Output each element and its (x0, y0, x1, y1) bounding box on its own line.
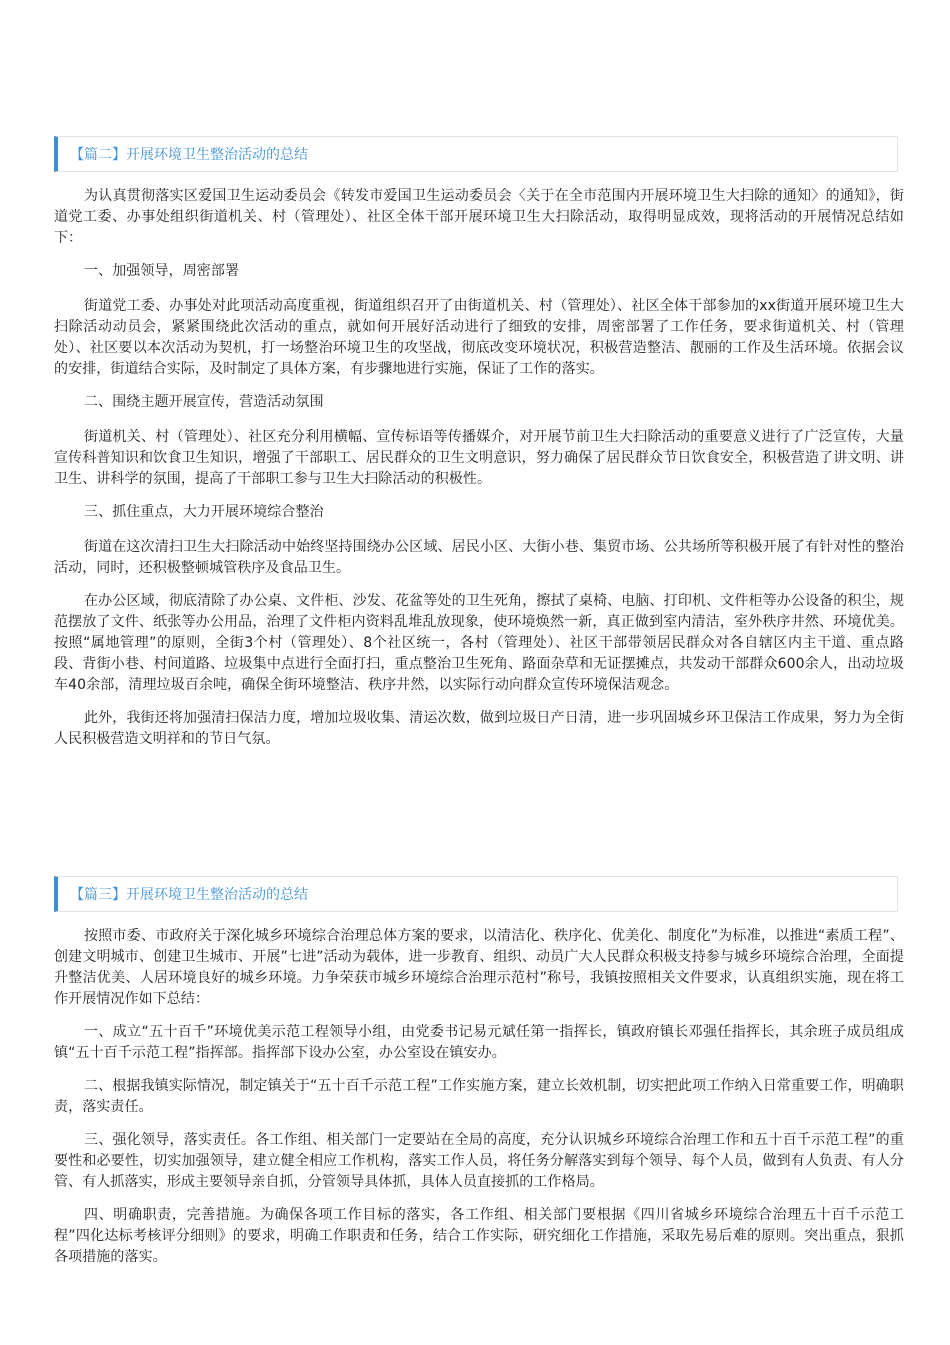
paragraph-subheading: 一、加强领导，周密部署 (84, 263, 240, 279)
section-heading: 【篇三】开展环境卫生整治活动的总结 (70, 887, 308, 903)
paragraph-subheading: 二、围绕主题开展宣传，营造活动氛围 (84, 394, 324, 410)
paragraph: 街道在这次清扫卫生大扫除活动中始终坚持围绕办公区域、居民小区、大街小巷、集贸市场、公共场所等积极开展了有针对性的整治活动，同时，还积极整顿城管秩序及食品卫生。 (54, 539, 904, 576)
section-pian-san (54, 876, 904, 1280)
paragraph-subheading: 三、抓住重点，大力开展环境综合整治 (84, 504, 324, 520)
paragraph: 按照市委、市政府关于深化城乡环境综合治理总体方案的要求，以清洁化、秩序化、优美化、制度化”为标准，以推进“素质工程”、创建文明城市、创建卫生城市、开展”七进”活动为载体，进一步教育、组织、动员广大人民群众积极支持参与城乡环境综合治理，全面提升整洁优美、人居环境良好的城乡环境。力争荣获市城乡环境综合治理示范村”称号，我镇按照相关文件要求，认真组织实施，现在将工作开展情况作如下总结： (54, 928, 904, 1007)
section-heading-bar (54, 876, 898, 912)
paragraph: 此外，我街还将加强清扫保洁力度，增加垃圾收集、清运次数，做到垃圾日产日清，进一步巩固城乡环卫保洁工作成果，努力为全街人民积极营造文明祥和的节日气氛。 (54, 710, 904, 747)
section-heading-bar (54, 136, 898, 172)
paragraph: 街道机关、村（管理处）、社区充分利用横幅、宣传标语等传播媒介，对开展节前卫生大扫除活动的重要意义进行了广泛宣传，大量宣传科普知识和饮食卫生知识，增强了干部职工、居民群众的卫生文明意识，努力确保了居民群众节日饮食安全，积极营造了讲文明、讲卫生、讲科学的氛围，提高了干部职工参与卫生大扫除活动的积极性。 (54, 429, 904, 487)
paragraph: 为认真贯彻落实区爱国卫生运动委员会《转发市爱国卫生运动委员会〈关于在全市范围内开展环境卫生大扫除的通知〉的通知》，街道党工委、办事处组织街道机关、村（管理处）、社区全体干部开展环境卫生大扫除活动，取得明显成效，现将活动的开展情况总结如下： (54, 188, 904, 246)
section-heading: 【篇二】开展环境卫生整治活动的总结 (70, 147, 308, 163)
paragraph: 二、根据我镇实际情况，制定镇关于“五十百千示范工程”工作实施方案，建立长效机制，切实把此项工作纳入日常重要工作，明确职责，落实责任。 (54, 1078, 904, 1115)
paragraph: 三、强化领导，落实责任。各工作组、相关部门一定要站在全局的高度，充分认识城乡环境综合治理工作和五十百千示范工程”的重要性和必要性，切实加强领导，建立健全相应工作机构，落实工作人员，将任务分解落实到每个领导、每个人员，做到有人负责、有人分管、有人抓落实，形成主要领导亲自抓，分管领导具体抓，具体人员直接抓的工作格局。 (54, 1132, 904, 1190)
paragraph: 四、明确职责，完善措施。为确保各项工作目标的落实，各工作组、相关部门要根据《四川省城乡环境综合治理五十百千示范工程”四化达标考核评分细则》的要求，明确工作职责和任务，结合工作实际，研究细化工作措施，采取先易后难的原则。突出重点，狠抓各项措施的落实。 (54, 1207, 904, 1265)
paragraph: 一、成立“五十百千”环境优美示范工程领导小组，由党委书记易元斌任第一指挥长，镇政府镇长邓强任指挥长，其余班子成员组成镇“五十百千示范工程”指挥部。指挥部下设办公室，办公室设在镇安办。 (54, 1024, 904, 1061)
paragraph: 街道党工委、办事处对此项活动高度重视，街道组织召开了由街道机关、村（管理处）、社区全体干部参加的xx街道开展环境卫生大扫除活动动员会，紧紧围绕此次活动的重点，就如何开展好活动进行了细致的安排，周密部署了工作任务，要求街道机关、村（管理处）、社区要以本次活动为契机，打一场整治环境卫生的攻坚战，彻底改变环境状况，积极营造整洁、靓丽的工作及生活环境。依据会议的安排，街道结合实际，及时制定了具体方案，有步骤地进行实施，保证了工作的落实。 (54, 298, 904, 377)
paragraph: 在办公区域，彻底清除了办公桌、文件柜、沙发、花盆等处的卫生死角，擦拭了桌椅、电脑、打印机、文件柜等办公设备的积尘，规范摆放了文件、纸张等办公用品，治理了文件柜内资料乱堆乱放现象，使环境焕然一新，真正做到室内清洁，室外秩序井然、环境优美。按照“属地管理”的原则，全街3个村（管理处）、8个社区统一，各村（管理处）、社区干部带领居民群众对各自辖区内主干道、重点路段、背街小巷、村间道路、垃圾集中点进行全面打扫，重点整治卫生死角、路面杂草和无证摆摊点，共发动干部群众600余人，出动垃圾车40余部，清理垃圾百余吨，确保全街环境整洁、秩序井然，以实际行动向群众宣传环境保洁观念。 (54, 593, 904, 693)
section-pian-er (54, 136, 904, 762)
